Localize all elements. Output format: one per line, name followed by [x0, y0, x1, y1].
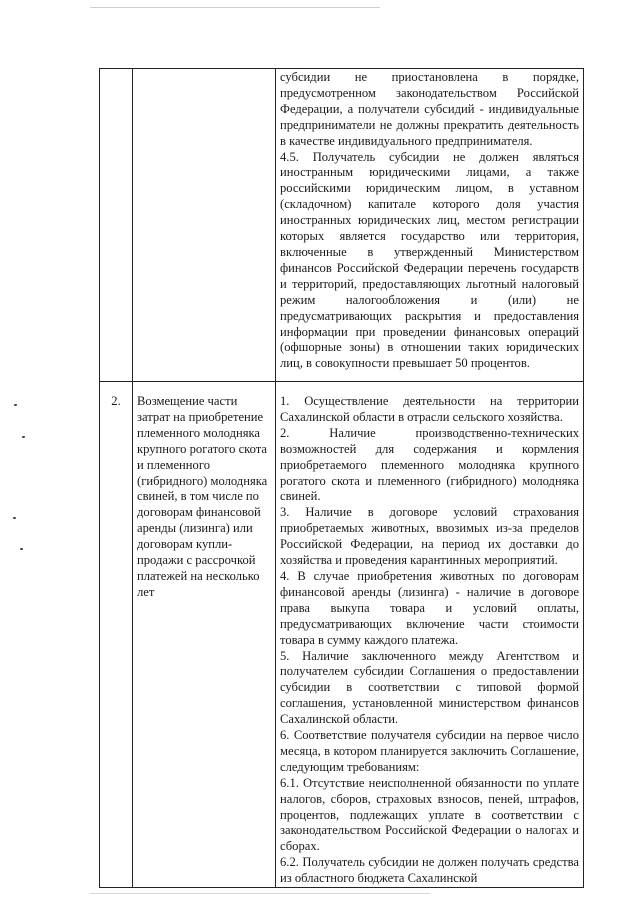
requirement-paragraph: 4.5. Получатель субсидии не должен являться иностранным юридическими лицами, а также российскими юридическим лицом, в уставном (складочном) капитале которого доля участия иностранных юридических лиц, местом регистрации которых является государство или территория, включенные в утвержденный Министерством финансов Российской Федерации перечень государств и территорий, предоставляющих льготный налоговый режим налогообложения и (или) не предусматривающих раскрытия и предоставления информации при проведении финансовых операций (офшорные зоны) в отношении таких юридических лиц, в совокупности превышает 50 процентов.: [280, 149, 579, 371]
table-row-continued: [100, 69, 584, 382]
requirements-cell: [276, 69, 584, 382]
table-row-2: [100, 382, 584, 888]
requirements-text: [276, 382, 583, 887]
requirements-table: [99, 68, 584, 888]
subsidy-name-cell: [133, 382, 276, 888]
row-number-cell: [100, 69, 133, 382]
scan-speck: [22, 436, 25, 438]
scan-top-edge-line: [90, 7, 380, 8]
requirement-paragraph: 6.1. Отсутствие неисполненной обязанности по уплате налогов, сборов, страховых взносов, пеней, штрафов, процентов, подлежащих уплате в соответствии с законодательством Российской Федерации о налогах и сборах.: [280, 775, 579, 854]
scan-speck: [13, 517, 16, 519]
requirements-text: [276, 69, 583, 372]
requirement-paragraph: 6. Соответствие получателя субсидии на первое число месяца, в котором планируется заключить Соглашение, следующим требованиям:: [280, 728, 579, 774]
scan-speck: [20, 548, 23, 550]
requirement-paragraph: 1. Осуществление деятельности на территории Сахалинской области в отрасли сельского хозяйства.: [280, 394, 579, 424]
scan-speck: [14, 404, 17, 406]
subsidy-name: [133, 69, 275, 81]
requirement-paragraph: субсидии не приостановлена в порядке, предусмотренном законодательством Российской Федерации, а получатели субсидий - индивидуальные предприниматели не должны прекратить деятельность в качестве индивидуального предпринимателя.: [280, 70, 579, 148]
scan-bottom-edge-line: [90, 893, 430, 894]
requirements-cell: [276, 382, 584, 888]
requirement-paragraph: 4. В случае приобретения животных по договорам финансовой аренды (лизинга) - наличие в договоре права выкупа товара и условий оплаты, предусматривающих включение части стоимости товара в сумму каждого платежа.: [280, 568, 579, 647]
requirement-paragraph: 5. Наличие заключенного между Агентством и получателем субсидии Соглашения о предоставлении субсидии в соответствии с типовой формой соглашения, установленной министерством финансов Сахалинской области.: [280, 648, 579, 727]
subsidy-name: Возмещение части затрат на приобретение племенного молодняка крупного рогатого скота и племенного (гибридного) молодняка свиней, в том числе по договорам финансовой аренды (лизинга) или договорам купли-продажи с рассрочкой платежей на несколько лет: [137, 394, 268, 599]
row-number: 2.: [111, 394, 121, 408]
requirement-paragraph: 2. Наличие производственно-технических возможностей для содержания и кормления приобретаемого племенного молодняка крупного рогатого скота и племенного (гибридного) молодняка свиней.: [280, 425, 579, 504]
row-number-cell: [100, 382, 133, 888]
requirement-paragraph: 3. Наличие в договоре условий страхования приобретаемых животных, ввозимых из-за пределов Российской Федерации, на период их доставки до хозяйства и проведения карантинных мероприятий.: [280, 505, 579, 568]
subsidy-name-cell: [133, 69, 276, 382]
requirement-paragraph: 6.2. Получатель субсидии не должен получать средства из областного бюджета Сахалинской: [280, 855, 579, 886]
row-number: [100, 69, 132, 81]
